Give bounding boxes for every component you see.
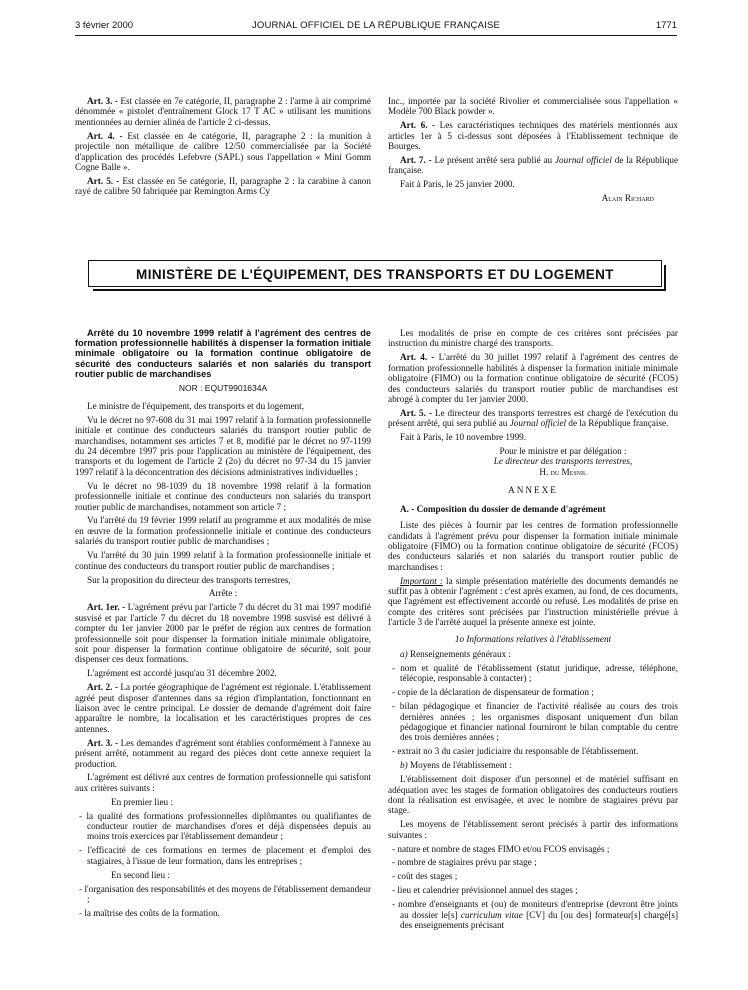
top-left-column [75,96,371,200]
article-3: Art. 3. - Les demandes d'agrément sont établies conformément à l'annexe au présent arrêté, notamment au regard des pièces dont cette annexe requiert la production. [75,737,371,769]
list-item: - bilan pédagogique et financier de l'activité réalisée au cours des trois dernières années ; les organismes disposant uniquement d'un bilan pédagogique et financier national fourniront le bilan comptable du centre des trois dernières années ; [392,701,678,743]
article-4: Art. 4. - Est classée en 4e catégorie, II, paragraphe 2 : la munition à projectile non métallique de calibre 12/50 commercialisée par la Société d'application des procédés Lefebvre (SAPL) sous l'appellation « Mini Gomm Cogne Balle ». [75,130,371,172]
paragraph: Le ministre de l'équipement, des transports et du logement, [87,400,304,411]
running-header [75,20,677,34]
done-at: Fait à Paris, le 25 janvier 2000. [400,179,515,190]
ministry-title: MINISTÈRE DE L'ÉQUIPEMENT, DES TRANSPORTS ET DU LOGEMENT [136,267,614,282]
article-6: Art. 6. - Les caractéristiques techniques des matériels mentionnés aux articles 1er à 5 ci-dessus sont déposées à l'Etablissement technique de Bourges. [388,120,678,152]
paragraph: L'agrément est accordé jusqu'au 31 décembre 2002. [87,668,277,679]
article-7: Art. 7. - Le présent arrêté sera publié au Journal officiel de la République française. [388,155,679,176]
article-5: Art. 5. - Le directeur des transports terrestres est chargé de l'exécution du présent arrêté, qui sera publié au Journal officiel de la République française. [388,407,678,429]
bottom-left-column [75,328,371,922]
list-item: - nature et nombre de stages FIMO et/ou FCOS envisagés ; [392,843,610,854]
arrete-heading: Arrête : [208,588,238,599]
header-rule [75,35,677,36]
article-3: Art. 3. - Est classée en 7e catégorie, II, paragraphe 2 : l'arme à air comprimé dénommée « pistolet d'entraînement Glock 17 T AC » utilisant les munitions mentionnées au dernier alinéa de l'article 2 ci-dessus. [75,96,371,127]
article-5: Art. 5. - Est classée en 5e catégorie, II, paragraphe 2 : la carabine à canon rayé de calibre 50 fabriquée par Remington Arms Cy [75,175,371,197]
delegation-line: Pour le ministre et par délégation : [499,446,627,457]
list-item: - l'efficacité de ces formations en termes de placement et d'emploi des stagiaires, à l'issue de leur formation, dans les entreprises ; [79,845,371,866]
article-4: Art. 4. - L'arrêté du 30 juillet 1997 relatif à l'agrément des centres de formation professionnelle habilités à dispenser la formation initiale minimale obligatoire (FIMO) ou la formation continue obligatoire de sécurité (FCOS) des conducteurs salariés du transport routier public de marchandises est abrogé à compter du 1er janvier 2000. [388,352,678,404]
annexe-heading: ANNEXE [508,485,558,496]
paragraph: Vu l'arrêté du 30 juin 1999 relatif à la formation professionnelle initiale et continue des conducteurs du transport routier public de marchandises ; [75,550,371,571]
top-right-column [388,96,678,207]
decree-title: Arrêté du 10 novembre 1999 relatif à l'agrément des centres de formation professionnelle habilités à dispenser la formation initiale minimale obligatoire ou la formation continue obligatoire de sécurité des conducteurs salariés et non salariés du transport routier public de marchandises [75,328,371,379]
info-heading: 1o Informations relatives à l'établissement [454,633,612,644]
article-2: Art. 2. - La portée géographique de l'agrément est régionale. L'établissement agréé peut disposer d'antennes dans sa région d'implantation, fonctionnant en liaison avec le centre principal. Le dossier de demande d'agrément doit faire apparaître le nombre, la localisation et les caractéristiques propres de ces antennes. [75,682,371,734]
paragraph: Liste des pièces à fournir par les centres de formation professionnelle candidats à l'agrément prévu pour dispenser la formation initiale minimale obligatoire (FIMO) ou la formation continue obligatoire de sécurité (FCOS) des conducteurs salariés et non salariés du transport routier public de marchandises : [388,520,678,572]
issue-date: 3 février 2000 [75,20,134,31]
list-item: - la qualité des formations professionnelles diplômantes ou qualifiantes de conducteur routier de marchandises d'ores et déjà dispensées depuis au moins trois exercices par l'établissement demandeur ; [79,810,371,842]
list-item: - lieu et calendrier prévisionnel annuel des stages ; [392,885,578,896]
subsection-a: a) Renseignements généraux : [400,649,511,660]
list-item: - nom et qualité de l'établissement (statut juridique, adresse, téléphone, télécopie, responsable à contacter) ; [392,662,678,684]
important-note: Important : la simple présentation matérielle des documents demandés ne suffit pas à obtenir l'agrément : c'est après examen, au fond, de ces documents, que l'agrément est effectivement accordé ou refusé. Les modalités de prise en compte des critères sont précisées par l'instruction ministérielle prévue à l'article 3 de l'arrêté auquel la présente annexe est jointe. [388,575,679,628]
article-1: Art. 1er. - L'agrément prévu par l'article 7 du décret du 31 mai 1997 modifié susvisé et par l'article 7 du décret du 18 novembre 1998 susvisé est délivré à compter du 1er janvier 2000 par le préfet de région aux centres de formation professionnelle soit pour dispenser la formation initiale minimale obligatoire, soit pour dispenser la formation continue obligatoire de sécurité, soit pour dispenser ces deux formations. [75,602,371,665]
done-at: Fait à Paris, le 10 novembre 1999. [400,432,527,443]
list-heading: En premier lieu : [111,796,173,807]
ministry-banner [88,260,662,287]
journal-title: JOURNAL OFFICIEL DE LA RÉPUBLIQUE FRANÇAISE [251,20,501,31]
paragraph: L'établissement doit disposer d'un personnel et de matériel suffisant en adéquation avec les stages de formation obligatoires des conducteurs routiers dont la réalisation est envisagée, et avec le nombre de stagiaires prévu par stage. [388,774,678,816]
list-item: - nombre de stagiaires prévu par stage ; [392,857,537,868]
list-item: - nombre d'enseignants et (ou) de moniteurs d'entreprise (devront être joints au dossier le[s] curriculum vitae [CV] du [ou des] formateur[s] chargé[s] des enseignements précisant [392,899,679,930]
continued-text: Inc., importée par la société Rivolier et commercialisée sous l'appellation « Modèle 700 Black powder ». [388,96,678,117]
paragraph: Vu l'arrêté du 19 février 1999 relatif au programme et aux modalités de mise en œuvre de la formation professionnelle initiale et continue des conducteurs salariés du transport routier public de marchandises ; [75,515,371,547]
list-item: - coût des stages ; [392,871,458,882]
paragraph: Vu le décret no 98-1039 du 18 novembre 1998 relatif à la formation professionnelle initiale et continue des conducteurs non salariés du transport routier public de marchandises, notamment son article 7 ; [75,480,371,512]
paragraph: Vu le décret no 97-608 du 31 mai 1997 relatif à la formation professionnelle initiale et continue des conducteurs salariés du transport routier public de marchandises, notamment ses articles 7 et 8, modifié par le décret no 97-1199 du 24 décembre 1997 pris pour l'application au ministère de l'équipement, des transports et du logement de l'article 2 (2o) du décret no 97-34 du 15 janvier 1997 relatif à la déconcentration des décisions administratives individuelles ; [75,414,371,477]
page-number: 1771 [655,20,677,31]
bottom-right-column [388,328,678,934]
section-a-heading: A. - Composition du dossier de demande d'agrément [400,503,606,514]
list-item: - la maîtrise des coûts de la formation. [79,907,220,918]
nor-reference: NOR : EQUT9901634A [178,382,268,393]
list-item: - copie de la déclaration de dispensateur de formation ; [392,687,594,698]
list-heading: En second lieu : [111,869,170,880]
list-item: - l'organisation des responsabilités et des moyens de l'établissement demandeur ; [79,883,371,904]
delegation-role: Le directeur des transports terrestres, [493,456,633,467]
list-item: - extrait no 3 du casier judiciaire du responsable de l'établissement. [392,746,639,757]
paragraph: Sur la proposition du directeur des transports terrestres, [87,574,291,585]
subsection-b: b) Moyens de l'établissement : [400,760,512,771]
paragraph: Les moyens de l'établissement seront précisés à partir des informations suivantes : [388,819,678,840]
paragraph: L'agrément est délivré aux centres de formation professionnelle qui satisfont aux critères suivants : [75,772,371,793]
paragraph: Les modalités de prise en compte de ces critères sont précisées par instruction du ministre chargé des transports. [388,328,678,349]
delegation-name: H. du Mesnil [539,466,587,477]
signature: Alain Richard [601,193,654,204]
